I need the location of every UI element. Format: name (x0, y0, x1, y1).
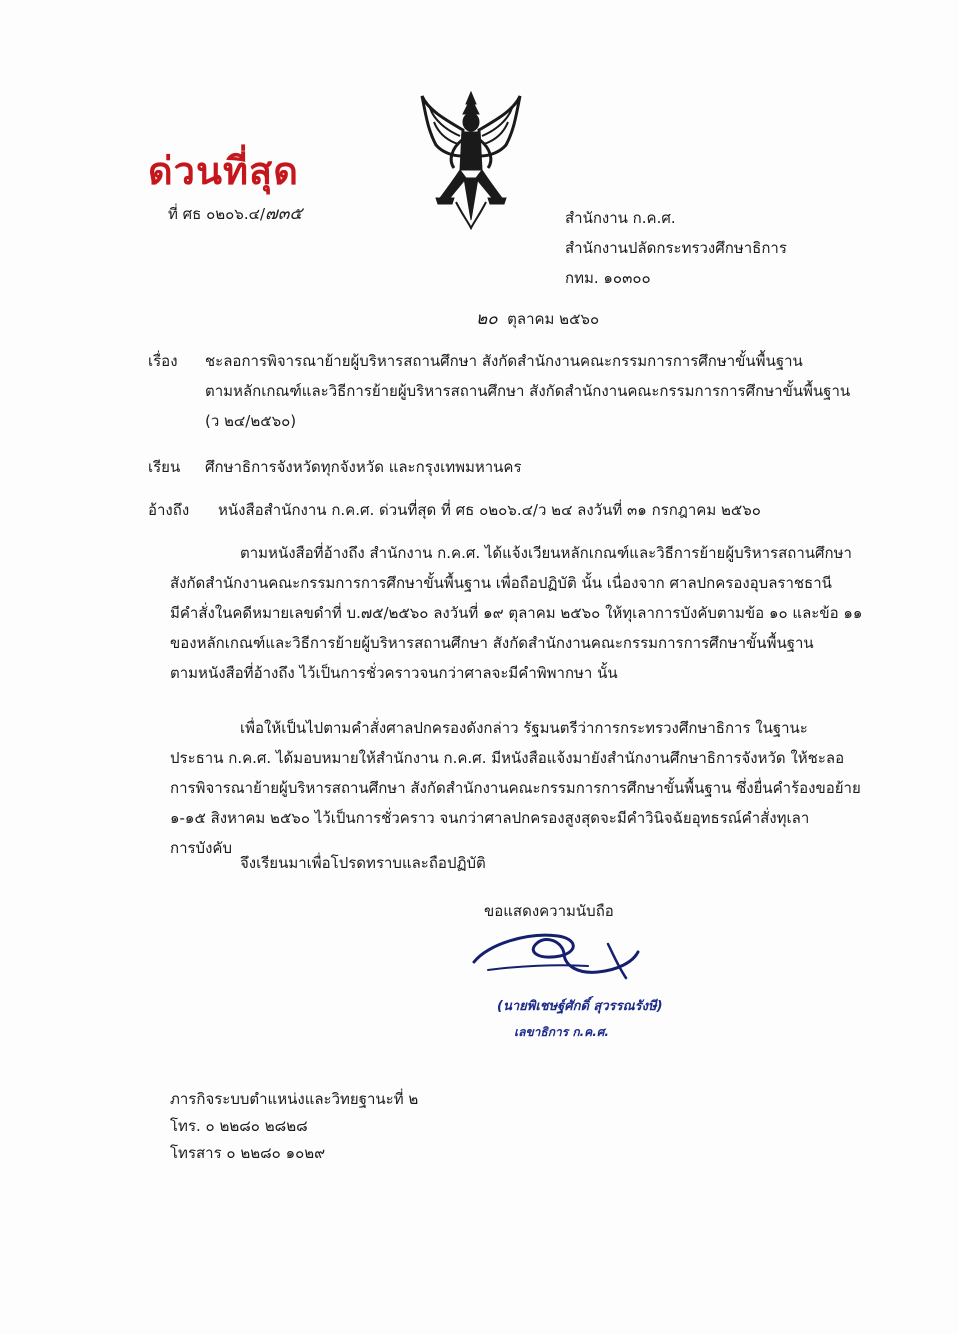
paragraph-1-line: มีคำสั่งในคดีหมายเลขดำที่ บ.๗๕/๒๕๖๐ ลงวันที่ ๑๙ ตุลาคม ๒๕๖๐ ให้ทุเลาการบังคับตามข้อ ๑๐ และข้อ ๑๑ (170, 604, 863, 622)
document-number (168, 200, 302, 227)
paragraph-1-line: ตามหนังสือที่อ้างถึง ไว้เป็นการชั่วคราวจนกว่าศาลจะมีคำพิพากษา นั้น (170, 664, 618, 682)
paragraph-1-line: ของหลักเกณฑ์และวิธีการย้ายผู้บริหารสถานศึกษา สังกัดสำนักงานคณะกรรมการการศึกษาขั้นพื้นฐาน (170, 634, 814, 652)
document-number-handwritten: ๗๓๕ (265, 204, 303, 224)
paragraph-2-line: การบังคับ (170, 839, 232, 857)
sender-postcode: กทม. ๑๐๓๐๐ (565, 269, 651, 287)
paragraph-1-line: ตามหนังสือที่อ้างถึง สำนักงาน ก.ค.ศ. ได้แจ้งเวียนหลักเกณฑ์และวิธีการย้ายผู้บริหารสถานศึกษา (240, 544, 852, 562)
subject-line: ตามหลักเกณฑ์และวิธีการย้ายผู้บริหารสถานศึกษา สังกัดสำนักงานคณะกรรมการการศึกษาขั้นพื้นฐาน (205, 382, 851, 400)
sender-office: สำนักงาน ก.ค.ศ. (565, 209, 676, 227)
urgency-stamp: ด่วนที่สุด (148, 149, 299, 193)
footer-office: ภารกิจระบบตำแหน่งและวิทยฐานะที่ ๒ (170, 1090, 419, 1108)
footer-fax: โทรสาร ๐ ๒๒๘๐ ๑๐๒๙ (170, 1144, 326, 1162)
subject-line: ชะลอการพิจารณาย้ายผู้บริหารสถานศึกษา สังกัดสำนักงานคณะกรรมการการศึกษาขั้นพื้นฐาน (205, 352, 803, 370)
paragraph-2-line: ประธาน ก.ค.ศ. ได้มอบหมายให้สำนักงาน ก.ค.ศ. มีหนังสือแจ้งมายังสำนักงานศึกษาธิการจังหวัด ให้ชะลอ (170, 749, 845, 767)
subject-label: เรื่อง (148, 352, 178, 370)
signer-title: เลขาธิการ ก.ค.ศ. (514, 1025, 609, 1039)
footer-phone: โทร. ๐ ๒๒๘๐ ๒๘๒๘ (170, 1117, 308, 1135)
paragraph-2-line: เพื่อให้เป็นไปตามคำสั่งศาลปกครองดังกล่าว รัฐมนตรีว่าการกระทรวงศึกษาธิการ ในฐานะ (240, 719, 808, 737)
garuda-emblem-icon (416, 90, 526, 230)
recipient-label: เรียน (148, 458, 181, 476)
paragraph-2-line: การพิจารณาย้ายผู้บริหารสถานศึกษา สังกัดสำนักงานคณะกรรมการการศึกษาขั้นพื้นฐาน ซึ่งยื่นคำร้องขอย้าย (170, 779, 861, 797)
letter-date (476, 305, 599, 332)
reference-label: อ้างถึง (148, 501, 190, 519)
date-month-year: ตุลาคม ๒๕๖๐ (507, 310, 600, 328)
paragraph-1-line: สังกัดสำนักงานคณะกรรมการการศึกษาขั้นพื้นฐาน เพื่อถือปฏิบัติ นั้น เนื่องจาก ศาลปกครองอุบลราชธานี (170, 574, 832, 592)
paragraph-3-line: จึงเรียนมาเพื่อโปรดทราบและถือปฏิบัติ (240, 854, 486, 872)
subject-line: (ว ๒๔/๒๕๖๐) (205, 412, 297, 430)
signature-icon (468, 922, 643, 992)
closing-salutation: ขอแสดงความนับถือ (484, 902, 614, 920)
signer-name: (นายพิเชษฐ์ศักดิ์ สุวรรณรังษี) (497, 999, 663, 1014)
date-day-handwritten: ๒๐ (476, 309, 498, 329)
reference-text: หนังสือสำนักงาน ก.ค.ศ. ด่วนที่สุด ที่ ศธ ๐๒๐๖.๔/ว ๒๔ ลงวันที่ ๓๑ กรกฎาคม ๒๕๖๐ (218, 501, 761, 519)
recipient-text: ศึกษาธิการจังหวัดทุกจังหวัด และกรุงเทพมหานคร (205, 458, 522, 476)
paragraph-2-line: ๑-๑๕ สิงหาคม ๒๕๖๐ ไว้เป็นการชั่วคราว จนกว่าศาลปกครองสูงสุดจะมีคำวินิจฉัยอุทธรณ์คำสั่งทุเลา (170, 809, 810, 827)
document-number-prefix: ที่ ศธ ๐๒๐๖.๔/ (168, 205, 265, 223)
sender-ministry: สำนักงานปลัดกระทรวงศึกษาธิการ (565, 239, 787, 257)
